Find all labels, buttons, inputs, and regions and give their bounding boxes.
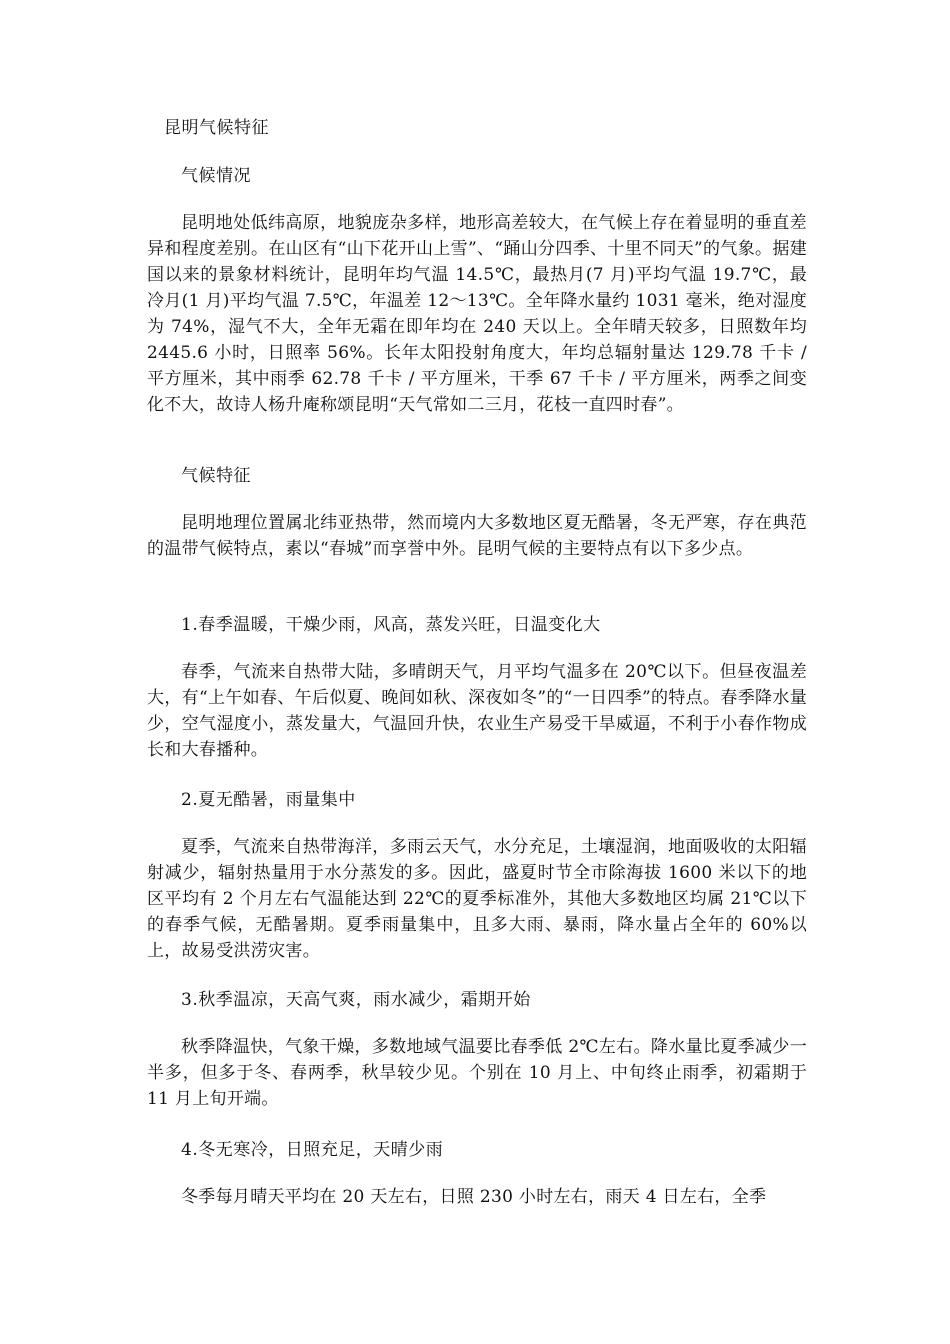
section-heading-climate-overview: 气候情况: [181, 166, 251, 186]
paragraph-autumn: 秋季降温快，气象干燥，多数地域气温要比春季低 2℃左右。降水量比夏季减少一半多，但多于冬、春两季，秋旱较少见。个别在 10 月上、中旬终止雨季，初霜期于 11 月上旬开端。: [147, 1037, 807, 1109]
paragraph-winter: 冬季每月晴天平均在 20 天左右，日照 230 小时左右，雨天 4 日左右，全季: [181, 1187, 767, 1207]
paragraph-climate-features: 昆明地理位置属北纬亚热带，然而境内大多数地区夏无酷暑，冬无严寒，存在典范的温带气候特点，素以“春城”而享誉中外。昆明气候的主要特点有以下多少点。: [147, 513, 807, 559]
section-heading-winter: 4.冬无寒冷，日照充足，天晴少雨: [181, 1140, 444, 1160]
paragraph-spring: 春季，气流来自热带大陆，多晴朗天气，月平均气温多在 20℃以下。但昼夜温差大，有“上午如春、午后似夏、晚间如秋、深夜如冬”的“一日四季”的特点。春季降水量少，空气湿度小，蒸发量大，气温回升快，农业生产易受干旱威逼，不利于小春作物成长和大春播种。: [147, 662, 807, 760]
section-heading-autumn: 3.秋季温凉，天高气爽，雨水减少，霜期开始: [181, 990, 531, 1010]
paragraph-climate-overview: 昆明地处低纬高原，地貌庞杂多样，地形高差较大，在气候上存在着显明的垂直差异和程度差别。在山区有“山下花开山上雪”、“踊山分四季、十里不同天”的气象。据建国以来的景象材料统计，昆明年均气温 14.5℃，最热月(7 月)平均气温 19.7℃，最冷月(1 月)平均气温 7.5℃，年温差 12～13℃。全年降水量约 1031 毫米，绝对湿度为 74%，湿气不大，全年无霜在即年均在 240 天以上。全年晴天较多，日照数年均 2445.6 小时，日照率 56%。长年太阳投射角度大，年均总辐射量达 129.78 千卡 / 平方厘米，其中雨季 62.78 千卡 / 平方厘米，干季 67 千卡 / 平方厘米，两季之间变化不大，故诗人杨升庵称颂昆明“天气常如二三月，花枝一直四时春”。: [147, 213, 807, 415]
section-heading-spring: 1.春季温暖，干燥少雨，风高，蒸发兴旺，日温变化大: [181, 615, 601, 635]
section-heading-summer: 2.夏无酷暑，雨量集中: [181, 790, 356, 810]
section-heading-climate-features: 气候特征: [181, 466, 251, 486]
document-title: 昆明气候特征: [164, 118, 269, 138]
paragraph-summer: 夏季，气流来自热带海洋，多雨云天气，水分充足，土壤湿润，地面吸收的太阳辐射减少，辐射热量用于水分蒸发的多。因此，盛夏时节全市除海拔 1600 米以下的地区平均有 2 个月左右气温能达到 22℃的夏季标准外，其他大多数地区均属 21℃以下的春季气候，无酷暑期。夏季雨量集中，且多大雨、暴雨，降水量占全年的 60%以上，故易受洪涝灾害。: [147, 837, 807, 961]
